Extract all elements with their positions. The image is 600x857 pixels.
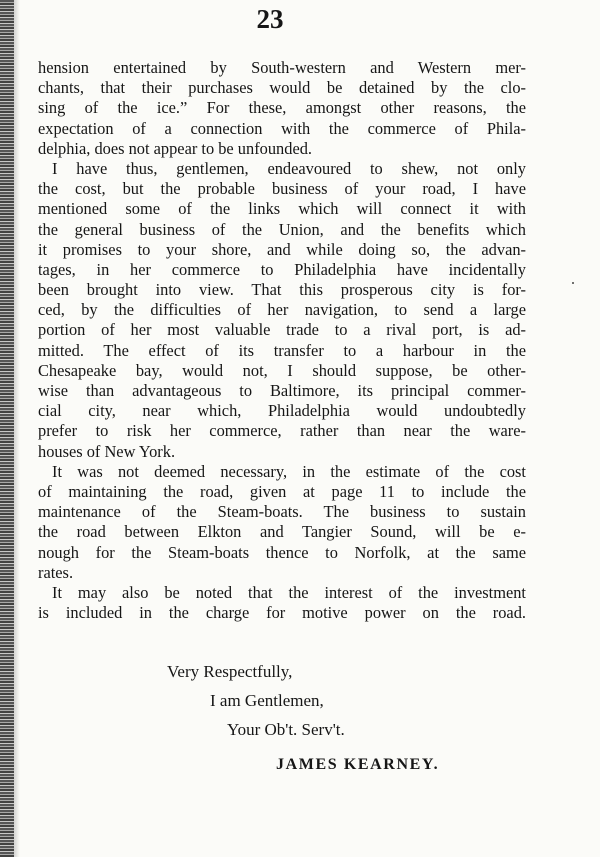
text-line: is included in the charge for motive power on the road. [38,603,526,623]
text-line: portion of her most valuable trade to a rival port, is ad- [38,320,526,340]
text-line: rates. [38,562,74,582]
text-line: houses of New York. [38,441,176,461]
text-line: been brought into view. That this prosperous city is for- [38,280,526,300]
text-line: tages, in her commerce to Philadelphia have incidentally [38,259,526,279]
body-text [38,58,526,623]
text-line: nough for the Steam-boats thence to Norfolk, at the same [38,542,526,562]
text-line: delphia, does not appear to be unfounded. [38,138,313,158]
text-line: ced, by the difficulties of her navigation, to send a large [38,300,526,320]
ink-speck [572,282,574,284]
text-line: mentioned some of the links which will connect it with [38,199,526,219]
text-line: it promises to your shore, and while doing so, the advan- [38,239,526,259]
text-line: prefer to risk her commerce, rather than near the ware- [38,421,526,441]
text-line: mitted. The effect of its transfer to a harbour in the [38,340,526,360]
paragraph-4 [38,583,526,623]
signature-name: JAMES KEARNEY. [276,756,440,773]
closing-address: I am Gentlemen, [210,691,324,710]
text-line: chants, that their purchases would be detained by the clo- [38,78,526,98]
text-line: expectation of a connection with the commerce of Phila- [38,118,526,138]
page-number: 23 [256,4,284,34]
text-line: It may also be noted that the interest of the investment [52,582,526,602]
text-line: the general business of the Union, and the benefits which [38,219,526,239]
closing-salutation: Very Respectfully, [167,662,293,681]
text-line: the cost, but the probable business of your road, I have [38,179,526,199]
text-line: cial city, near which, Philadelphia would undoubtedly [38,401,526,421]
text-line: maintenance of the Steam-boats. The business to sustain [38,502,526,522]
text-line: hension entertained by South-western and Western mer- [38,58,526,77]
paragraph-3 [38,462,526,583]
text-line: Chesapeake bay, would not, I should suppose, be other- [38,360,526,380]
text-line: of maintaining the road, given at page 11 to include the [38,481,526,501]
paragraph-2 [38,159,526,462]
text-line: the road between Elkton and Tangier Sound, will be e- [38,522,526,542]
text-line: sing of the ice.” For these, amongst other reasons, the [38,98,526,118]
closing-servant: Your Ob't. Serv't. [227,720,345,739]
text-line: It was not deemed necessary, in the estimate of the cost [52,461,526,481]
text-line: I have thus, gentlemen, endeavoured to shew, not only [52,158,526,178]
text-line: wise than advantageous to Baltimore, its principal commer- [38,381,526,400]
paragraph-1 [38,58,526,159]
book-binding-edge [0,0,14,857]
